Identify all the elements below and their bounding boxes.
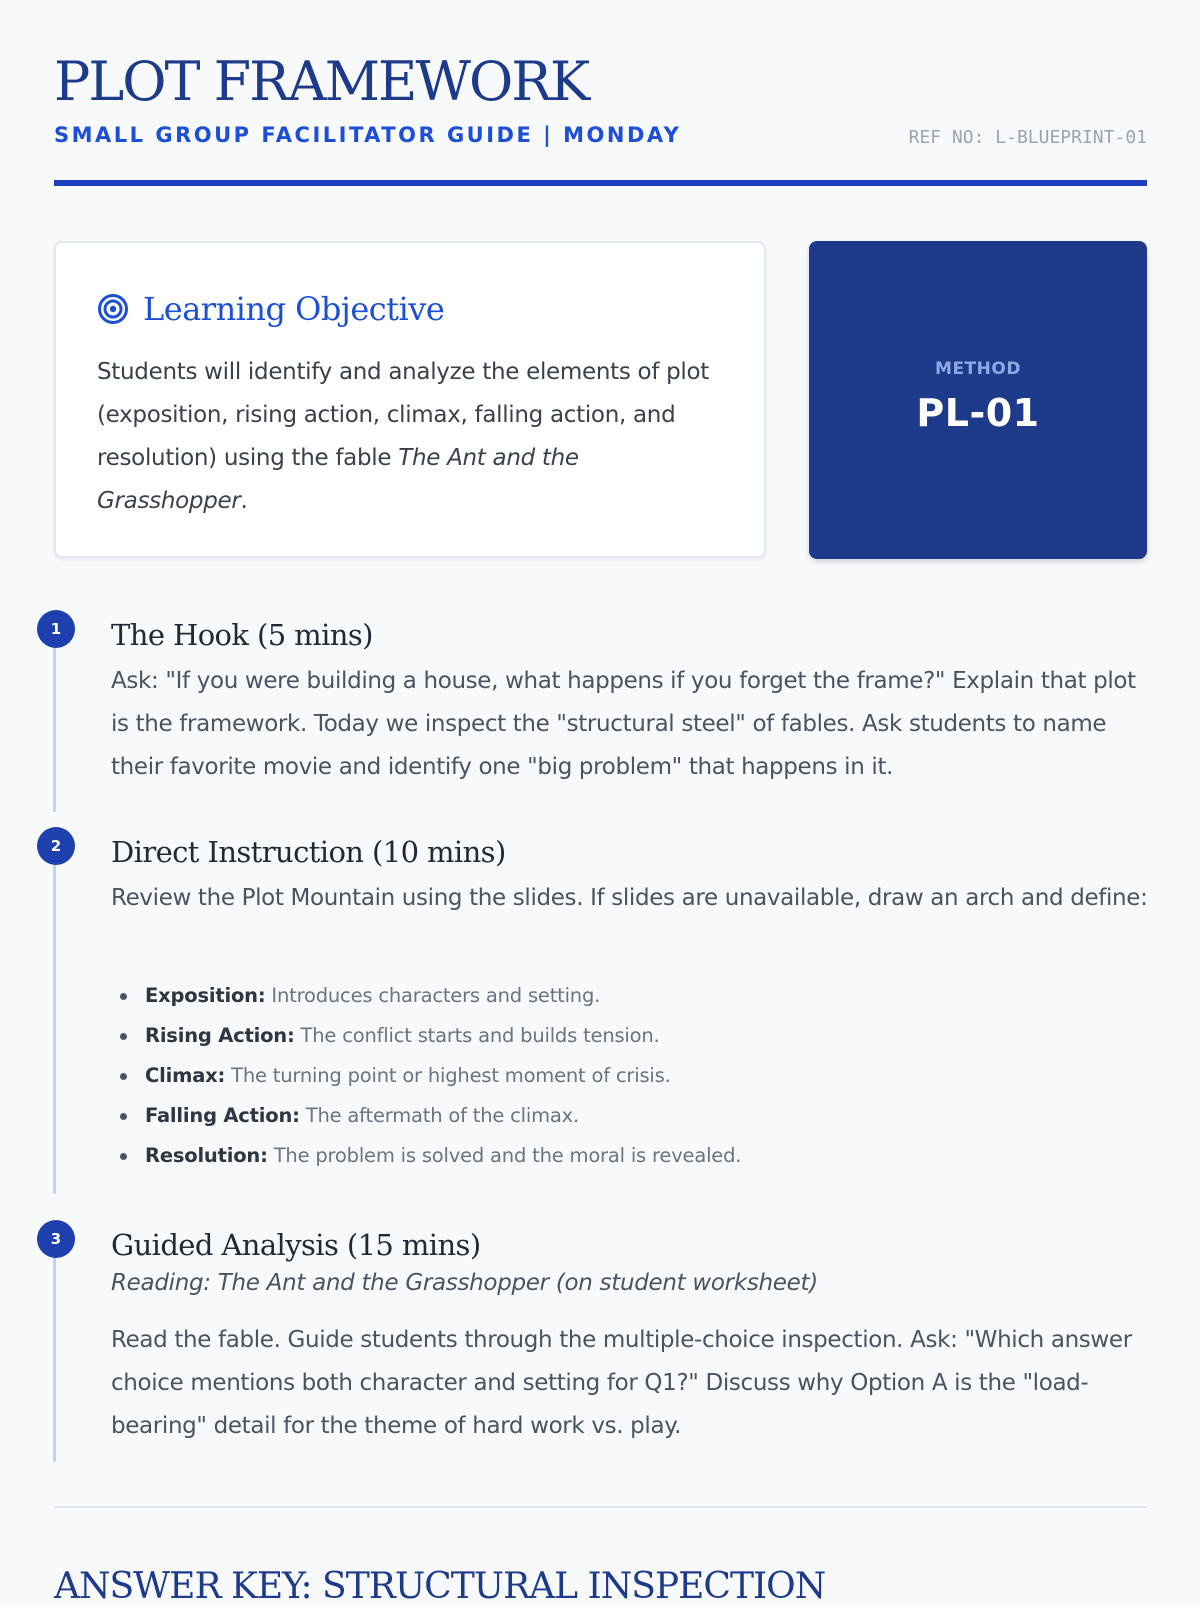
learning-objective-text	[97, 351, 724, 523]
list-item	[111, 1056, 741, 1096]
step-title: Guided Analysis (15 mins)	[111, 1228, 481, 1262]
objective-text-end: .	[240, 488, 248, 514]
bullet-icon	[120, 1113, 127, 1120]
definition-text: The conflict starts and builds tension.	[294, 1024, 660, 1047]
list-item	[111, 1136, 741, 1176]
reference-number: REF NO: L-BLUEPRINT-01	[908, 127, 1147, 148]
bullet-icon	[120, 1153, 127, 1160]
step-number-badge: 2	[37, 827, 75, 865]
definition-text: Introduces characters and setting.	[265, 984, 601, 1007]
definition-term: Falling Action:	[145, 1104, 300, 1127]
step-reading-note: Reading: The Ant and the Grasshopper (on student worksheet)	[111, 1270, 818, 1296]
plot-elements-list	[111, 976, 741, 1176]
step-body: Review the Plot Mountain using the slides. If slides are unavailable, draw an arch and define:	[111, 885, 1148, 911]
list-item	[111, 1096, 741, 1136]
step-body: Read the fable. Guide students through the multiple-choice inspection. Ask: "Which answer choice mentions both character and setting for Q1?" Discuss why Option A is the "load-bearing" detail for the theme of hard work vs. play.	[111, 1327, 1132, 1439]
facilitator-guide-page	[50, 0, 1148, 1607]
method-panel	[809, 241, 1147, 559]
method-label: METHOD	[935, 359, 1021, 379]
definition-term: Rising Action:	[145, 1024, 295, 1047]
definition-text: The aftermath of the climax.	[299, 1104, 580, 1127]
bullet-icon	[120, 993, 127, 1000]
definition-term: Exposition:	[145, 984, 266, 1007]
header-divider	[54, 180, 1147, 186]
learning-objective-title: Learning Objective	[143, 290, 445, 328]
step-title: The Hook (5 mins)	[111, 618, 373, 652]
definition-term: Resolution:	[145, 1144, 268, 1167]
definition-term: Climax:	[145, 1064, 226, 1087]
step-number-badge: 3	[37, 1220, 75, 1258]
list-item	[111, 1016, 741, 1056]
bullet-icon	[120, 1033, 127, 1040]
method-code: PL-01	[916, 391, 1040, 435]
fable-title: The Ant and the Grasshopper	[97, 445, 579, 514]
target-icon	[97, 293, 129, 325]
definition-text: The problem is solved and the moral is revealed.	[267, 1144, 742, 1167]
definition-text: The turning point or highest moment of crisis.	[225, 1064, 671, 1087]
objective-text-main: Students will identify and analyze the elements of plot (exposition, rising action, climax, falling action, and resolution) using the fable	[97, 359, 710, 471]
step-title: Direct Instruction (10 mins)	[111, 835, 506, 869]
learning-objective-header	[97, 287, 724, 331]
step-timeline-rail	[53, 1240, 56, 1462]
step-timeline-rail	[53, 630, 56, 812]
page-subtitle: SMALL GROUP FACILITATOR GUIDE | MONDAY	[54, 123, 682, 147]
page-title: PLOT FRAMEWORK	[54, 50, 589, 113]
step-body: Ask: "If you were building a house, what happens if you forget the frame?" Explain that plot is the framework. Today we inspect the "structural steel" of fables. Ask students to name their favorite movie and identify one "big problem" that happens in it.	[111, 668, 1136, 780]
step-number-badge: 1	[37, 610, 75, 648]
learning-objective-card	[54, 241, 766, 558]
step-timeline-rail	[53, 847, 56, 1194]
list-item	[111, 976, 741, 1016]
answer-key-title: ANSWER KEY: STRUCTURAL INSPECTION	[54, 1566, 826, 1607]
section-divider	[54, 1506, 1147, 1508]
bullet-icon	[120, 1073, 127, 1080]
